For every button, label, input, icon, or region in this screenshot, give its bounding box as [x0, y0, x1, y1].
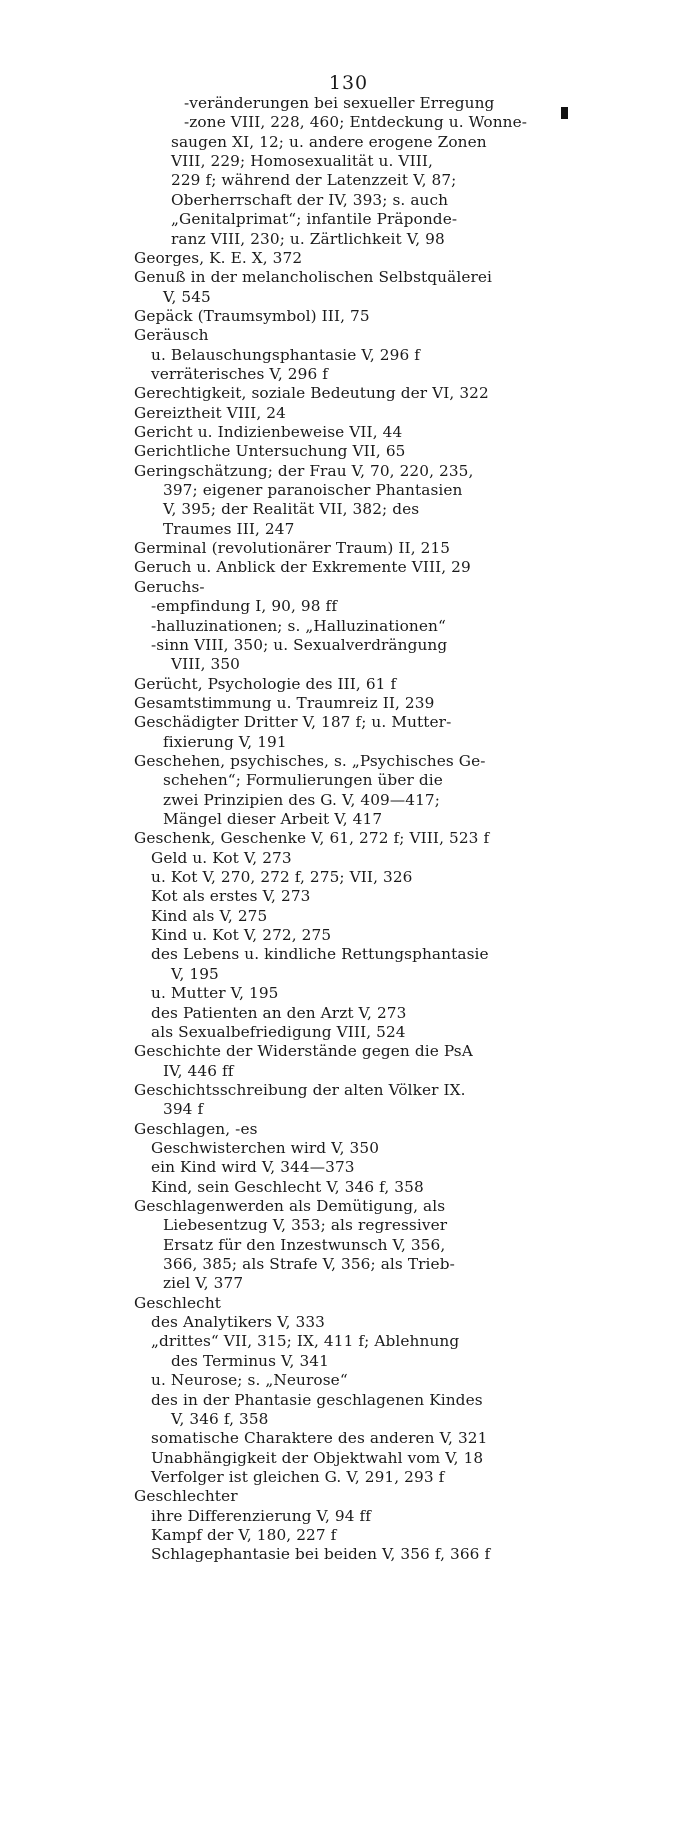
- index-subentry: Kampf der V, 180, 227 f: [151, 1525, 337, 1544]
- index-subentry: 394 f: [163, 1100, 204, 1119]
- index-subentry: „Genitalprimat“; infantile Präponde-: [171, 210, 458, 229]
- index-subentry: Liebesentzug V, 353; als regressiver: [163, 1216, 448, 1235]
- index-entry: Geruch u. Anblick der Exkremente VIII, 29: [134, 558, 471, 577]
- index-subentry: VIII, 350: [171, 655, 240, 674]
- index-entry: Geräusch: [134, 326, 209, 345]
- index-subentry: Geld u. Kot V, 273: [151, 848, 292, 867]
- index-subentry: u. Belauschungsphantasie V, 296 f: [151, 345, 421, 364]
- index-subentry: V, 545: [163, 287, 211, 306]
- index-entry: Gereiztheit VIII, 24: [134, 403, 286, 422]
- index-entry: Geruchs-: [134, 577, 205, 596]
- index-entry: Gesamtstimmung u. Traumreiz II, 239: [134, 693, 435, 712]
- index-subentry: Kind u. Kot V, 272, 275: [151, 926, 332, 945]
- index-subentry: -halluzinationen; s. „Halluzinationen“: [151, 616, 446, 635]
- page-number: 130: [328, 72, 369, 94]
- index-subentry: „drittes“ VII, 315; IX, 411 f; Ablehnung: [151, 1332, 460, 1351]
- index-subentry: Oberherrschaft der IV, 393; s. auch: [171, 190, 449, 209]
- index-subentry: -zone VIII, 228, 460; Entdeckung u. Wonne-: [184, 113, 528, 132]
- index-subentry: verräterisches V, 296 f: [151, 364, 328, 383]
- index-entry: Geschädigter Dritter V, 187 f; u. Mutter-: [134, 713, 452, 732]
- index-subentry: somatische Charaktere des anderen V, 321: [151, 1429, 488, 1448]
- index-subentry: u. Neurose; s. „Neurose“: [151, 1371, 348, 1390]
- index-entry: Geschlagenwerden als Demütigung, als: [134, 1197, 446, 1215]
- index-entry: Gepäck (Traumsymbol) III, 75: [134, 306, 370, 325]
- index-subentry: 229 f; während der Latenzzeit V, 87;: [171, 171, 457, 190]
- index-entry: Gerücht, Psychologie des III, 61 f: [134, 674, 397, 693]
- index-subentry: Mängel dieser Arbeit V, 417: [163, 810, 383, 828]
- index-subentry: Kind, sein Geschlecht V, 346 f, 358: [151, 1177, 424, 1196]
- index-entry: Germinal (revolutionärer Traum) II, 215: [134, 539, 451, 557]
- index-subentry: -empfindung I, 90, 98 ff: [151, 597, 338, 616]
- index-entry: Geschenk, Geschenke V, 61, 272 f; VIII, 523 f: [134, 829, 490, 848]
- index-subentry: Schlagephantasie bei beiden V, 356 f, 366 f: [151, 1545, 491, 1564]
- index-subentry: Traumes III, 247: [163, 519, 295, 538]
- index-subentry: Unabhängigkeit der Objektwahl vom V, 18: [151, 1448, 484, 1467]
- index-subentry: u. Mutter V, 195: [151, 984, 279, 1003]
- index-subentry: des Lebens u. kindliche Rettungsphantasie: [151, 945, 489, 964]
- index-subentry: fixierung V, 191: [163, 732, 287, 751]
- index-subentry: VIII, 229; Homosexualität u. VIII,: [171, 152, 433, 171]
- index-subentry: Kind als V, 275: [151, 906, 268, 925]
- index-entry: Gerechtigkeit, soziale Bedeutung der VI, 322: [134, 384, 489, 403]
- index-subentry: Verfolger ist gleichen G. V, 291, 293 f: [151, 1467, 445, 1486]
- index-subentry: IV, 446 ff: [163, 1061, 234, 1080]
- index-subentry: u. Kot V, 270, 272 f, 275; VII, 326: [151, 868, 413, 886]
- index-subentry: des Patienten an den Arzt V, 273: [151, 1003, 407, 1022]
- index-subentry: saugen XI, 12; u. andere erogene Zonen: [171, 132, 487, 151]
- index-entry: Genuß in der melancholischen Selbstquälerei: [134, 268, 493, 287]
- index-subentry: Ersatz für den Inzestwunsch V, 356,: [163, 1235, 446, 1254]
- index-subentry: zwei Prinzipien des G. V, 409—417;: [163, 790, 441, 809]
- index-subentry: -sinn VIII, 350; u. Sexualverdrängung: [151, 635, 448, 654]
- index-subentry: -veränderungen bei sexueller Erregung: [184, 94, 495, 112]
- index-entry: Geschlecht: [134, 1293, 222, 1312]
- index-subentry: des Terminus V, 341: [171, 1351, 329, 1370]
- index-subentry: V, 395; der Realität VII, 382; des: [163, 500, 420, 519]
- index-subentry: des in der Phantasie geschlagenen Kindes: [151, 1390, 483, 1409]
- index-subentry: Kot als erstes V, 273: [151, 887, 311, 906]
- index-entry: Georges, K. E. X, 372: [134, 248, 303, 267]
- index-subentry: 366, 385; als Strafe V, 356; als Trieb-: [163, 1255, 455, 1273]
- index-subentry: 397; eigener paranoischer Phantasien: [163, 481, 463, 499]
- index-subentry: ihre Differenzierung V, 94 ff: [151, 1506, 372, 1525]
- index-subentry: ein Kind wird V, 344—373: [151, 1158, 355, 1177]
- index-entry: Geschichtsschreibung der alten Völker IX.: [134, 1080, 466, 1099]
- index-entry: Gericht u. Indizienbeweise VII, 44: [134, 423, 403, 441]
- index-subentry: V, 346 f, 358: [171, 1409, 269, 1428]
- index-subentry: V, 195: [171, 964, 219, 983]
- index-subentry: des Analytikers V, 333: [151, 1313, 325, 1332]
- index-subentry: als Sexualbefriedigung VIII, 524: [151, 1022, 406, 1041]
- index-subentry: ziel V, 377: [163, 1274, 244, 1293]
- index-entry: Geschlechter: [134, 1487, 238, 1506]
- index-entry: Geschehen, psychisches, s. „Psychisches Ge-: [134, 751, 486, 770]
- index-entry: Geringschätzung; der Frau V, 70, 220, 235,: [134, 461, 474, 480]
- index-entry: Gerichtliche Untersuchung VII, 65: [134, 442, 406, 461]
- index-subentry: schehen“; Formulierungen über die: [163, 771, 443, 790]
- index-entry: Geschlagen, -es: [134, 1119, 258, 1138]
- index-subentry: Geschwisterchen wird V, 350: [151, 1138, 380, 1157]
- index-entry: Geschichte der Widerstände gegen die PsA: [134, 1042, 473, 1061]
- index-subentry: ranz VIII, 230; u. Zärtlichkeit V, 98: [171, 229, 445, 248]
